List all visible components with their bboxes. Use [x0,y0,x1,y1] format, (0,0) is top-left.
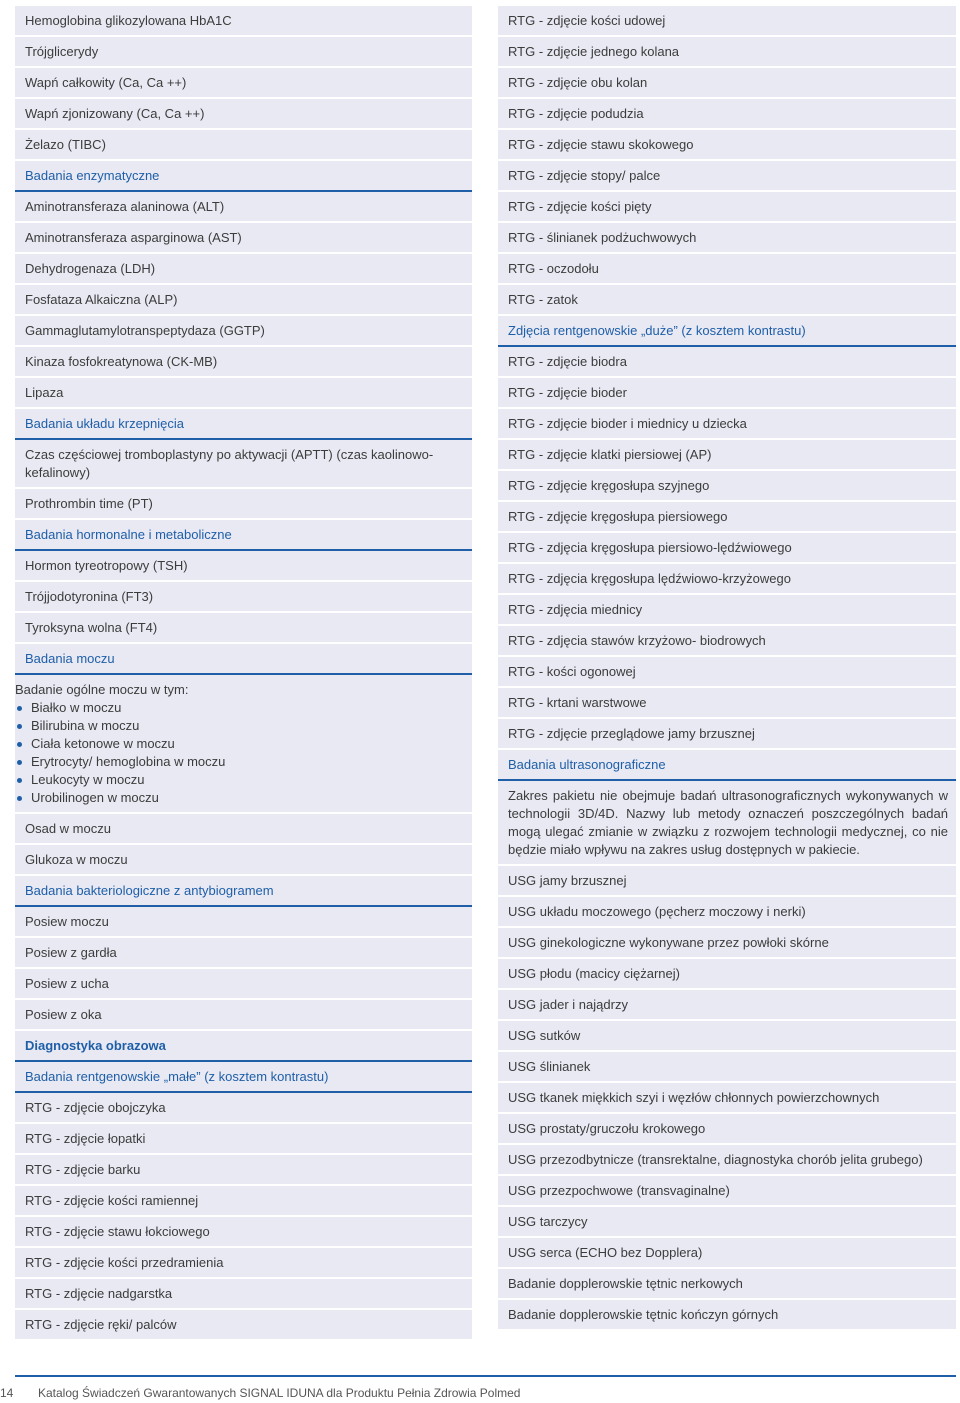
row-label: RTG - zdjęcie klatki piersiowej (AP) [508,446,712,462]
list-item-usg-przezodbytnicze-transrektalne-diagno [498,1145,956,1174]
list-item-rtg-zdjecie-klatki-piersiowej-ap [498,440,956,469]
list-item-rtg-zdjecie-kosci-udowej [498,6,956,35]
bullet-item [15,789,472,807]
row-label: RTG - zdjęcia kręgosłupa lędźwiowo-krzyżowego [508,570,791,586]
list-item-zelazo-tibc [15,130,472,159]
list-item-rtg-zdjecie-podudzia [498,99,956,128]
row-label: Posiew z gardła [25,944,117,960]
row-label: USG jader i najądrzy [508,996,628,1012]
bullet-text: Leukocyty w moczu [31,771,145,787]
row-label: RTG - zdjęcie jednego kolana [508,43,680,59]
list-item-usg-sutkow [498,1021,956,1050]
list-item-usg-jamy-brzusznej [498,866,956,895]
row-label: Zakres pakietu nie obejmuje badań ultrasonograficznych wykonywanych w technologii 3D/4D. Nazwy lub metody oznaczeń poszczególnych badań mogą ulegać zmianie w związku z rozwojem technologii medycznej, co nie będzie miało wpływu na zakres usług dostępnych w pakiecie. [508,788,948,857]
list-item-rtg-zdjecie-obu-kolan [498,68,956,97]
section-header-badania-enzymatyczne [15,161,472,190]
row-label: Badania hormonalne i metaboliczne [25,526,232,542]
row-label: Lipaza [25,384,64,400]
list-item-rtg-zdjecia-miednicy [498,595,956,624]
row-label: Wapń całkowity (Ca, Ca ++) [25,74,187,90]
list-item-rtg-zdjecie-kosci-piety [498,192,956,221]
row-label: RTG - zdjęcie kości przedramienia [25,1254,224,1270]
list-item-aminotransferaza-alaninowa-alt [15,192,472,221]
list-item-rtg-zdjecie-biodra [498,347,956,376]
list-item-lipaza [15,378,472,407]
list-item-usg-p-odu-macicy-ciezarnej [498,959,956,988]
section-header-badania-moczu [15,644,472,673]
row-label: Trójjodotyronina (FT3) [25,588,154,604]
row-label: Trójglicerydy [25,43,99,59]
list-item-fosfataza-alkaiczna-alp [15,285,472,314]
list-item-rtg-zdjecie-bioder [498,378,956,407]
row-label: RTG - zdjęcie bioder [508,384,627,400]
row-label: Badania moczu [25,650,115,666]
list-item-rtg-zdjecie-przegladowe-jamy-brzusznej [498,719,956,748]
bullet-dot-icon [17,760,22,765]
list-item-trojjodotyronina-ft3 [15,582,472,611]
bullet-dot-icon [17,706,22,711]
section-header-badania-rentgenowskie-ma-e-z-kosztem-kon [15,1062,472,1091]
list-item-usg-tarczycy [498,1207,956,1236]
section-header-badania-bakteriologiczne-z-antybiogramem [15,876,472,905]
row-label: Tyroksyna wolna (FT4) [25,619,158,635]
list-item-usg-tkanek-miekkich-szyi-i-wez-ow-ch-onn [498,1083,956,1112]
row-label: RTG - zdjęcie barku [25,1161,141,1177]
list-item-rtg-zdjecie-jednego-kolana [498,37,956,66]
row-label: RTG - zdjęcie obojczyka [25,1099,166,1115]
row-label: RTG - zdjęcie obu kolan [508,74,648,90]
row-label: RTG - ślinianek podżuchwowych [508,229,697,245]
row-label: RTG - kości ogonowej [508,663,636,679]
list-item-gammaglutamylotranspeptydaza-ggtp [15,316,472,345]
list-item-rtg-zdjecie-obojczyka [15,1093,472,1122]
list-item-badanie-dopplerowskie-tetnic-nerkowych [498,1269,956,1298]
list-item-kinaza-fosfokreatynowa-ck-mb [15,347,472,376]
row-label: Glukoza w moczu [25,851,128,867]
list-item-rtg-zdjecie-kosci-ramiennej [15,1186,472,1215]
row-label: Zdjęcia rentgenowskie „duże” (z kosztem kontrastu) [508,322,806,338]
row-label: Kinaza fosfokreatynowa (CK-MB) [25,353,218,369]
row-label: USG płodu (macicy ciężarnej) [508,965,680,981]
row-label: Hemoglobina glikozylowana HbA1C [25,12,232,28]
row-label: Posiew z oka [25,1006,102,1022]
row-label: RTG - zdjęcie bioder i miednicy u dziecka [508,415,747,431]
bullet-item [15,699,472,717]
list-item-rtg-zdjecie-kregos-upa-piersiowego [498,502,956,531]
list-item-wapn-zjonizowany-ca-ca [15,99,472,128]
row-label: Badanie dopplerowskie tętnic kończyn górnych [508,1306,779,1322]
bullet-text: Białko w moczu [31,699,122,715]
row-label: RTG - zdjęcie podudzia [508,105,644,121]
row-label: RTG - zdjęcia stawów krzyżowo- biodrowych [508,632,766,648]
bullet-text: Erytrocyty/ hemoglobina w moczu [31,753,226,769]
row-label: Dehydrogenaza (LDH) [25,260,156,276]
row-label: USG jamy brzusznej [508,872,627,888]
row-label: RTG - zdjęcie kręgosłupa szyjnego [508,477,710,493]
list-item-usg-prostaty-gruczo-u-krokowego [498,1114,956,1143]
list-item-posiew-z-gard-a [15,938,472,967]
list-item-rtg-zdjecie-kregos-upa-szyjnego [498,471,956,500]
row-label: Posiew moczu [25,913,109,929]
page-number: 14 [0,1386,14,1400]
row-label: RTG - zdjęcia miednicy [508,601,643,617]
row-label: Fosfataza Alkaiczna (ALP) [25,291,178,307]
row-label: Osad w moczu [25,820,111,836]
row-label: RTG - krtani warstwowe [508,694,647,710]
row-label: USG ślinianek [508,1058,591,1074]
section-header-badania-hormonalne-i-metaboliczne [15,520,472,549]
row-label: RTG - zdjęcie biodra [508,353,627,369]
section-header-badania-uk-adu-krzepniecia [15,409,472,438]
row-label: RTG - zdjęcie przeglądowe jamy brzusznej [508,725,755,741]
list-item-badanie-dopplerowskie-tetnic-konczyn-gor [498,1300,956,1329]
list-item-rtg-zdjecia-kregos-upa-piersiowo-ledzwio [498,533,956,562]
bullet-text: Urobilinogen w moczu [31,789,159,805]
list-item-rtg-zdjecia-kregos-upa-ledzwiowo-krzyzow [498,564,956,593]
bullet-text: Bilirubina w moczu [31,717,140,733]
row-label: RTG - zdjęcie kości pięty [508,198,652,214]
list-item-rtg-slinianek-podzuchwowych [498,223,956,252]
row-label: Posiew z ucha [25,975,109,991]
row-label: Gammaglutamylotranspeptydaza (GGTP) [25,322,265,338]
list-item-posiew-z-oka [15,1000,472,1029]
footer-text: Katalog Świadczeń Gwarantowanych SIGNAL IDUNA dla Produktu Pełnia Zdrowia Polmed [38,1386,521,1400]
row-label: Wapń zjonizowany (Ca, Ca ++) [25,105,205,121]
bullet-dot-icon [17,796,22,801]
section-header-diagnostyka-obrazowa [15,1031,472,1060]
list-item-prothrombin-time-pt [15,489,472,518]
row-label: RTG - zdjęcie kości udowej [508,12,666,28]
list-item-rtg-krtani-warstwowe [498,688,956,717]
list-item-badanie-ogolne-moczu-w-tym [15,675,472,812]
row-label: USG przezpochwowe (transvaginalne) [508,1182,730,1198]
row-label: Czas częściowej tromboplastyny po aktywacji (APTT) (czas kaolinowo-kefalinowy) [25,447,434,480]
list-item-glukoza-w-moczu [15,845,472,874]
row-label: RTG - zdjęcie stopy/ palce [508,167,661,183]
bullet-item [15,771,472,789]
row-label: Badania układu krzepnięcia [25,415,184,431]
list-item-osad-w-moczu [15,814,472,843]
row-label: USG tarczycy [508,1213,588,1229]
row-label: Badania enzymatyczne [25,167,160,183]
list-item-zakres-pakietu-nie-obejmuje-badan-ultras [498,781,956,864]
row-label: Hormon tyreotropowy (TSH) [25,557,188,573]
row-label: Aminotransferaza asparginowa (AST) [25,229,242,245]
list-item-rtg-zdjecie-bioder-i-miednicy-u-dziecka [498,409,956,438]
row-label: USG przezodbytnicze (transrektalne, diagnostyka chorób jelita grubego) [508,1151,923,1167]
list-item-rtg-kosci-ogonowej [498,657,956,686]
list-item-usg-ginekologiczne-wykonywane-przez-pow- [498,928,956,957]
row-label: RTG - zdjęcie nadgarstka [25,1285,173,1301]
list-item-rtg-zdjecie-stopy-palce [498,161,956,190]
list-item-rtg-zdjecie-nadgarstka [15,1279,472,1308]
row-label: Diagnostyka obrazowa [25,1037,166,1053]
bullet-item [15,753,472,771]
row-label: USG prostaty/gruczołu krokowego [508,1120,706,1136]
list-item-trojglicerydy [15,37,472,66]
list-item-usg-serca-echo-bez-dopplera [498,1238,956,1267]
list-item-rtg-zdjecie-barku [15,1155,472,1184]
list-item-rtg-zdjecie-reki-palcow [15,1310,472,1339]
bullet-dot-icon [17,742,22,747]
footer-rule [15,1375,956,1377]
row-label: USG ginekologiczne wykonywane przez powłoki skórne [508,934,829,950]
list-item-rtg-oczodo-u [498,254,956,283]
row-label: RTG - zdjęcie stawu łokciowego [25,1223,210,1239]
row-label: USG serca (ECHO bez Dopplera) [508,1244,703,1260]
list-item-usg-jader-i-najadrzy [498,990,956,1019]
row-label: RTG - zdjęcia kręgosłupa piersiowo-lędźwiowego [508,539,792,555]
row-label: RTG - zdjęcie ręki/ palców [25,1316,177,1332]
row-label: Badania bakteriologiczne z antybiogramem [25,882,274,898]
list-item-wapn-ca-kowity-ca-ca [15,68,472,97]
row-label: Żelazo (TIBC) [25,136,106,152]
bullet-text: Ciała ketonowe w moczu [31,735,175,751]
row-label: USG układu moczowego (pęcherz moczowy i nerki) [508,903,806,919]
list-item-rtg-zdjecia-stawow-krzyzowo-biodrowych [498,626,956,655]
list-item-posiew-z-ucha [15,969,472,998]
row-label: RTG - zdjęcie kręgosłupa piersiowego [508,508,728,524]
row-label: Badanie ogólne moczu w tym: [15,681,189,697]
row-label: Badania ultrasonograficzne [508,756,666,772]
list-item-rtg-zatok [498,285,956,314]
bullet-item [15,735,472,753]
list-item-rtg-zdjecie-kosci-przedramienia [15,1248,472,1277]
row-label: Aminotransferaza alaninowa (ALT) [25,198,225,214]
list-item-rtg-zdjecie-stawu-skokowego [498,130,956,159]
bullet-list [15,699,472,807]
row-label: RTG - oczodołu [508,260,599,276]
row-label: Prothrombin time (PT) [25,495,153,511]
list-item-rtg-zdjecie-opatki [15,1124,472,1153]
row-label: USG tkanek miękkich szyi i węzłów chłonnych powierzchownych [508,1089,880,1105]
list-item-usg-slinianek [498,1052,956,1081]
row-label: RTG - zatok [508,291,578,307]
row-label: Badanie dopplerowskie tętnic nerkowych [508,1275,743,1291]
list-item-rtg-zdjecie-stawu-okciowego [15,1217,472,1246]
bullet-dot-icon [17,778,22,783]
list-item-aminotransferaza-asparginowa-ast [15,223,472,252]
list-item-hemoglobina-glikozylowana-hba1c [15,6,472,35]
row-label: RTG - zdjęcie stawu skokowego [508,136,694,152]
list-item-usg-uk-adu-moczowego-pecherz-moczowy-i-n [498,897,956,926]
list-item-hormon-tyreotropowy-tsh [15,551,472,580]
list-item-usg-przezpochwowe-transvaginalne [498,1176,956,1205]
section-header-zdjecia-rentgenowskie-duze-z-kosztem-kon [498,316,956,345]
row-label: RTG - zdjęcie łopatki [25,1130,146,1146]
list-item-czas-czesciowej-tromboplastyny-po-aktywa [15,440,472,487]
row-label: RTG - zdjęcie kości ramiennej [25,1192,199,1208]
list-item-posiew-moczu [15,907,472,936]
list-item-dehydrogenaza-ldh [15,254,472,283]
bullet-item [15,717,472,735]
bullet-dot-icon [17,724,22,729]
row-label: Badania rentgenowskie „małe” (z kosztem kontrastu) [25,1068,329,1084]
row-label: USG sutków [508,1027,581,1043]
section-header-badania-ultrasonograficzne [498,750,956,779]
list-item-tyroksyna-wolna-ft4 [15,613,472,642]
